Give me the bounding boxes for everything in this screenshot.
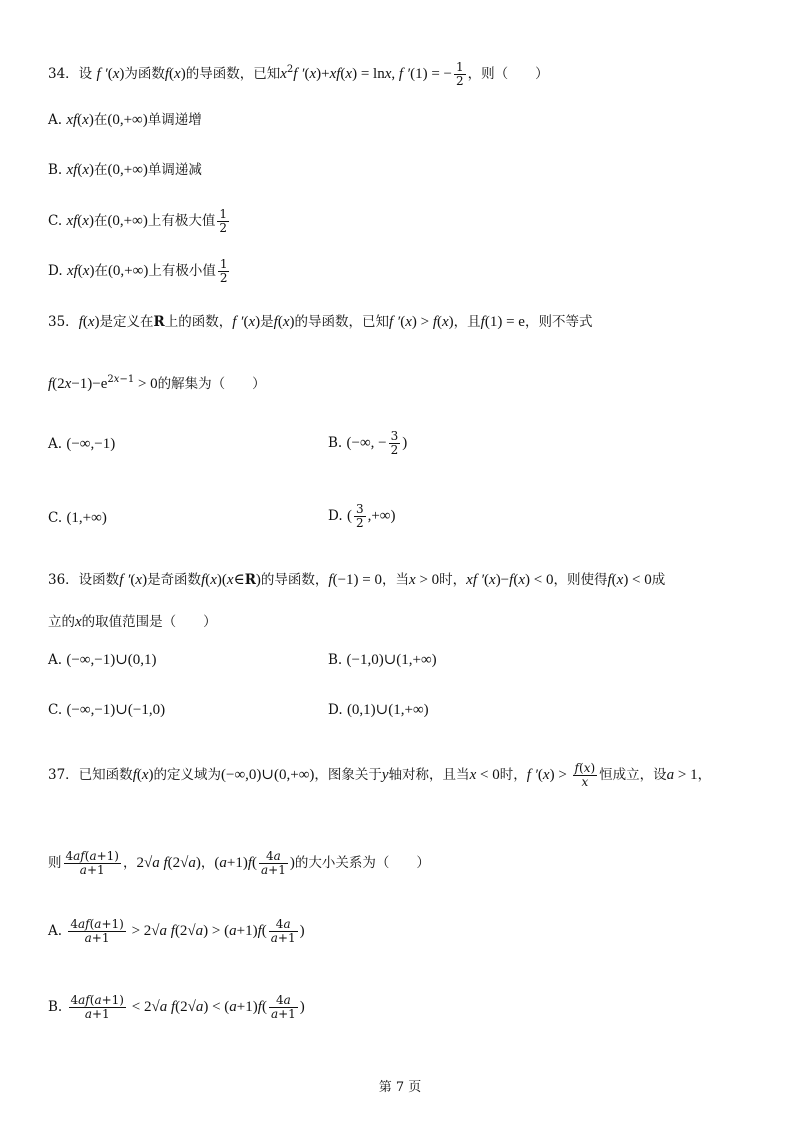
q35-option-d: D. ( $\frac{3}{2}$ ,+∞) <box>328 502 396 530</box>
q35-stem-line2: $f(2x-1)-e^{2x-1} > 0$的解集为（ ） <box>48 374 266 392</box>
q34-option-b: B. xf(x)在(0,+∞)单调递减 <box>48 162 202 178</box>
q34-number: 34．设 <box>48 66 93 82</box>
math: f ′ <box>96 66 108 82</box>
q34-option-a: A. xf(x)在(0,+∞)单调递增 <box>48 112 202 128</box>
q34-stem: 34．设 f ′(x)为函数f(x)的导函数，已知$x^2f$ ′(x)+xf(x) = lnx, f ′(1) = − $\frac{1}{2}$ ，则（ ） <box>48 60 549 88</box>
q34-option-c: C. xf(x)在(0,+∞)上有极大值 $\frac{1}{2}$ <box>48 207 227 235</box>
q36-stem-line1: 36．设函数f ′(x)是奇函数f(x)(x∈R)的导函数，f(−1) = 0，当x > 0时，xf ′(x)−f(x) < 0，则使得f(x) < 0成 <box>48 572 666 588</box>
q36-option-a: A. (−∞,−1)∪(0,1) <box>48 652 157 668</box>
q35-option-a: A. (−∞,−1) <box>48 436 116 452</box>
q37-stem-line1: 37．已知函数f(x)的定义域为(−∞,0)∪(0,+∞)，图象关于y轴对称，且当x < 0时，f ′(x) > $\frac{f(x)}{x}$ 恒成立，设a > 1， <box>48 761 712 789</box>
q35-stem-line1: 35．f(x)是定义在R上的函数，f ′(x)是f(x)的导函数，已知f ′(x) > f(x)，且f(1) = e，则不等式 <box>48 314 593 330</box>
q35-option-b: B. (−∞, − $\frac{3}{2}$ ) <box>328 429 408 457</box>
q36-option-d: D. (0,1)∪(1,+∞) <box>328 702 429 718</box>
q37-option-a: A. $\frac{4af(a+1)}{a+1}$ > 2√a f(2√a) > (a+1)f( $\frac{4a}{a+1}$ ) <box>48 917 305 945</box>
q36-stem-line2: 立的x的取值范围是（ ） <box>48 614 217 630</box>
q36-option-b: B. (−1,0)∪(1,+∞) <box>328 652 437 668</box>
q35-option-c: C. (1,+∞) <box>48 510 107 526</box>
q37-option-b: B. $\frac{4af(a+1)}{a+1}$ < 2√a f(2√a) < (a+1)f( $\frac{4a}{a+1}$ ) <box>48 993 305 1021</box>
q34-option-d: D. xf(x)在(0,+∞)上有极小值 $\frac{1}{2}$ <box>48 257 228 285</box>
page-footer: 第 7 页 <box>378 1080 422 1095</box>
q37-stem-line2: 则 $\frac{4af(a+1)}{a+1}$ ，2√a f(2√a)，(a+1)f( $\frac{4a}{a+1}$ )的大小关系为（ ） <box>48 849 430 877</box>
q36-option-c: C. (−∞,−1)∪(−1,0) <box>48 702 166 718</box>
